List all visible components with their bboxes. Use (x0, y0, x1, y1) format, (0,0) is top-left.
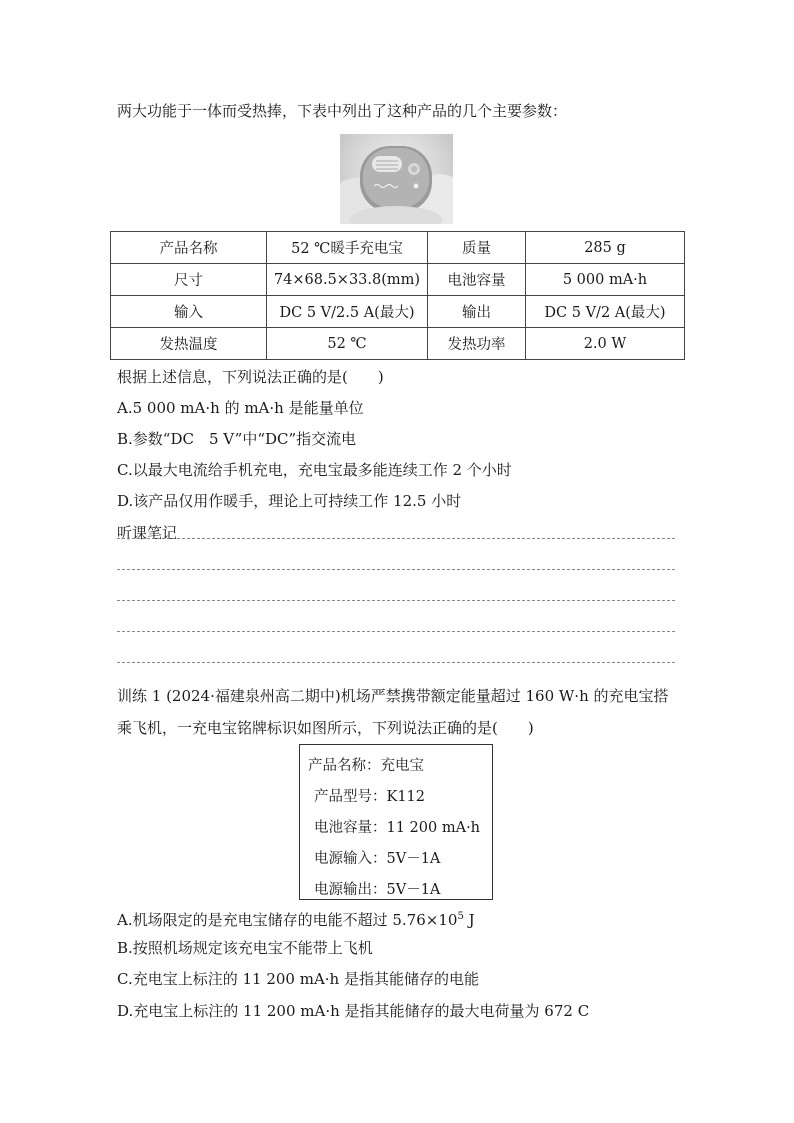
table-cell: 2.0 W (526, 328, 685, 360)
notes-title: 听课笔记 (117, 524, 178, 542)
product-photo (340, 134, 453, 224)
table-row (111, 328, 685, 360)
nameplate-line: 产品名称：充电宝 (308, 758, 424, 774)
option-a-exponent: 5 (457, 911, 464, 922)
question-1-option-a: A.5 000 mA·h 的 mA·h 是能量单位 (117, 399, 364, 417)
question-1-option-d: D.该产品仅用作暖手，理论上可持续工作 12.5 小时 (117, 492, 462, 510)
hand-warmer-illustration (340, 134, 453, 224)
question-1-stem: 根据上述信息，下列说法正确的是( ) (117, 368, 384, 386)
table-cell: DC 5 V/2.5 A(最大) (267, 296, 428, 328)
table-cell: 发热功率 (428, 328, 526, 360)
nameplate-line: 电池容量：11 200 mA·h (314, 820, 481, 836)
table-cell: DC 5 V/2 A(最大) (526, 296, 685, 328)
nameplate-line: 产品型号：K112 (314, 789, 426, 805)
table-cell: 质量 (428, 232, 526, 264)
table-cell: 52 ℃暖手充电宝 (267, 232, 428, 264)
intro-text: 两大功能于一体而受热捧，下表中列出了这种产品的几个主要参数： (117, 102, 568, 120)
question-1-option-b: B.参数“DC 5 V”中“DC”指交流电 (117, 430, 357, 448)
question-2-option-b: B.按照机场规定该充电宝不能带上飞机 (117, 939, 373, 957)
table-cell: 输出 (428, 296, 526, 328)
table-cell: 52 ℃ (267, 328, 428, 360)
notes-line (117, 631, 675, 632)
question-1-option-c: C.以最大电流给手机充电，充电宝最多能连续工作 2 个小时 (117, 461, 512, 479)
question-2-option-a (117, 907, 475, 930)
notes-line (117, 569, 675, 570)
notes-line (117, 600, 675, 601)
spec-table (110, 231, 685, 360)
notes-line (117, 538, 675, 539)
option-a-text: A.机场限定的是充电宝储存的电能不超过 5.76×10 (117, 911, 458, 929)
notes-line (117, 662, 675, 663)
table-row (111, 232, 685, 264)
table-cell: 电池容量 (428, 264, 526, 296)
question-2-option-c: C.充电宝上标注的 11 200 mA·h 是指其能储存的电能 (117, 970, 479, 988)
question-2-option-d: D.充电宝上标注的 11 200 mA·h 是指其能储存的最大电荷量为 672 C (117, 1002, 590, 1020)
table-cell: 285 g (526, 232, 685, 264)
table-cell: 5 000 mA·h (526, 264, 685, 296)
table-cell: 尺寸 (111, 264, 267, 296)
nameplate-line: 电源输出：5V－1A (314, 882, 441, 898)
nameplate-line: 电源输入：5V－1A (314, 851, 441, 867)
option-a-unit: J (463, 911, 475, 929)
question-2-stem-line-1: 训练 1 (2024·福建泉州高二期中)机场严禁携带额定能量超过 160 W·h 的充电宝搭 (117, 687, 669, 705)
table-cell: 发热温度 (111, 328, 267, 360)
nameplate-figure (299, 744, 493, 900)
table-row (111, 264, 685, 296)
question-2-stem-line-2: 乘飞机，一充电宝铭牌标识如图所示，下列说法正确的是( ) (117, 719, 534, 737)
table-row (111, 296, 685, 328)
table-cell: 产品名称 (111, 232, 267, 264)
table-cell: 输入 (111, 296, 267, 328)
table-cell: 74×68.5×33.8(mm) (267, 264, 428, 296)
